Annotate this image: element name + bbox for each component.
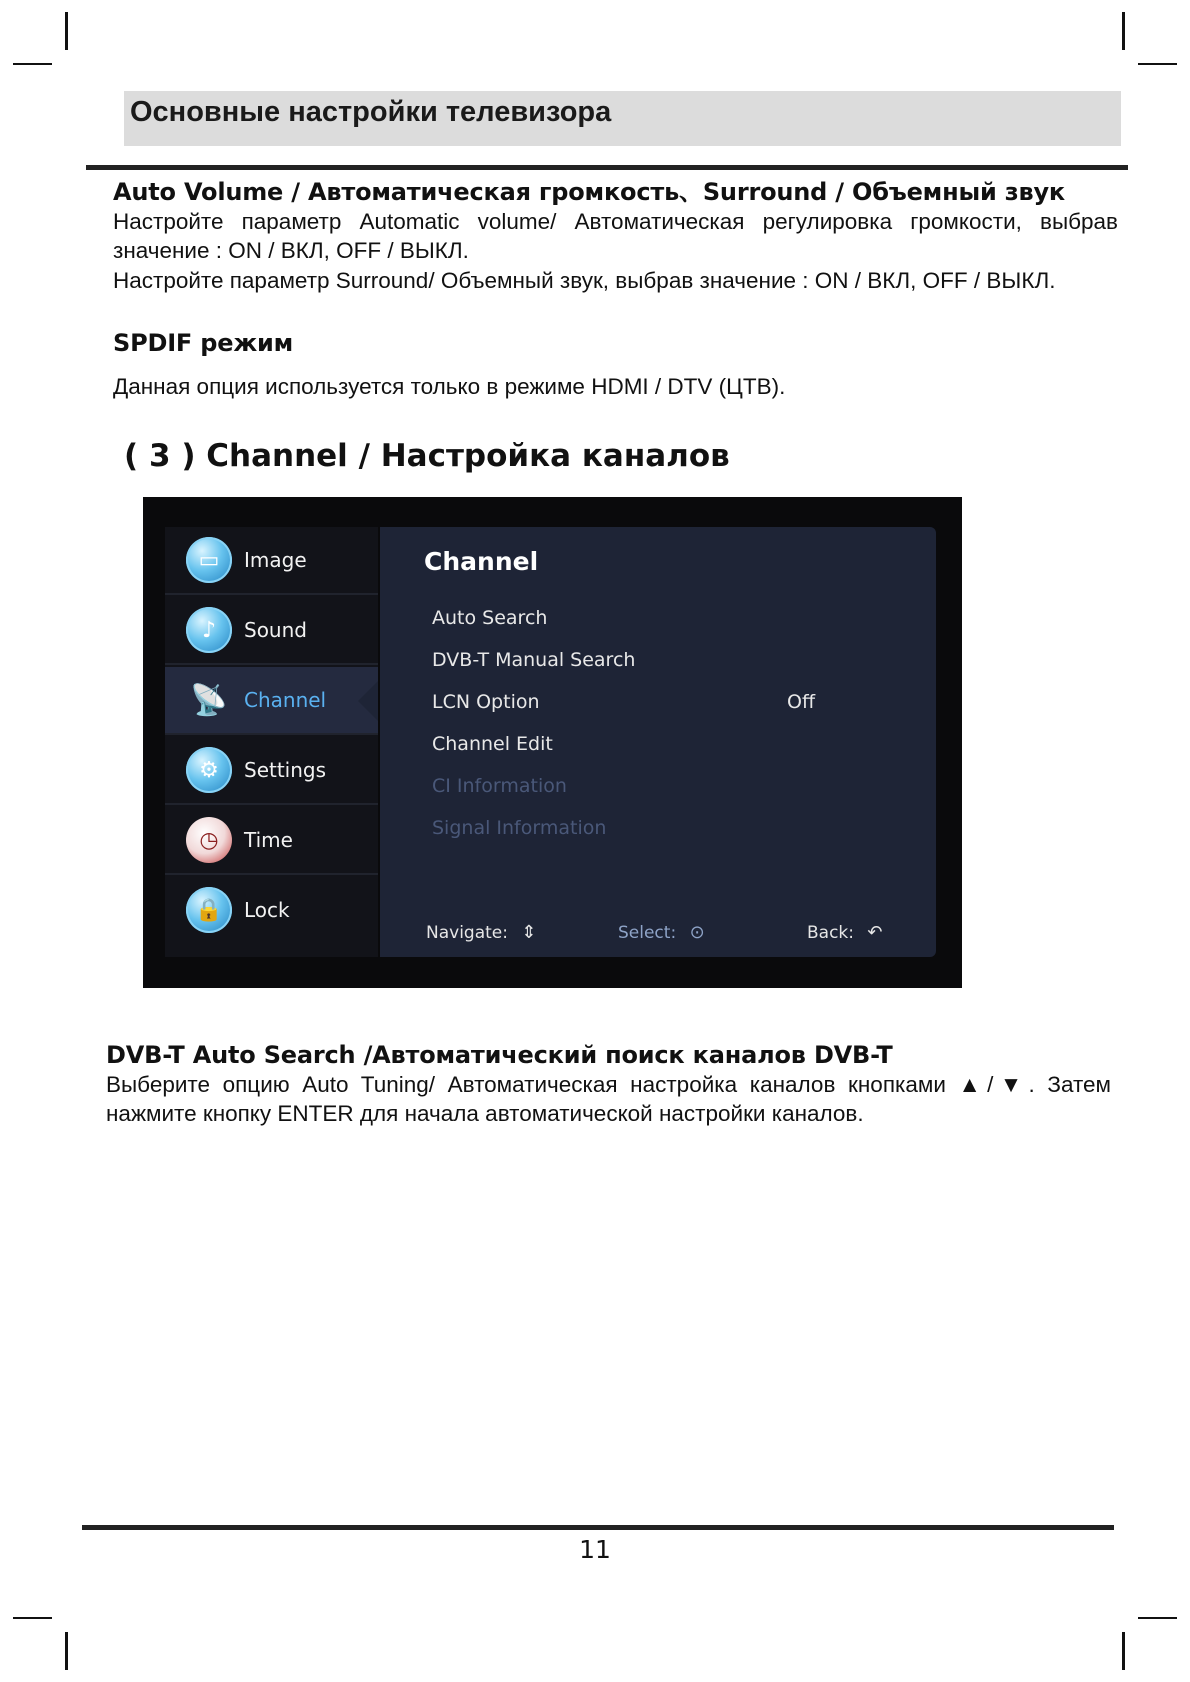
spdif-text: Данная опция используется только в режиме HDMI / DTV (ЦТВ). [113,374,786,399]
sound-icon: ♪ [186,607,232,653]
surround-text: Настройте параметр Surround/ Объемный звук, выбрав значение : ON / ВКЛ, OFF / ВЫКЛ. [113,268,1056,293]
sidebar-item-label: Image [244,548,307,572]
option-label: CI Information [432,775,567,797]
auto-volume-section [113,177,1118,295]
crop-mark [13,1617,52,1619]
sidebar-item-label: Sound [244,618,307,642]
spdif-heading: SPDIF режим [113,329,294,357]
channel-panel [380,527,936,957]
gear-icon: ⚙ [186,747,232,793]
page-title: Основные настройки телевизора [130,96,612,128]
option-label: Signal Information [432,817,607,839]
back-arrow-icon: ↶ [867,922,883,943]
sidebar-item-label: Channel [244,688,327,712]
sidebar-item-label: Settings [244,758,327,782]
footer-back [807,922,883,943]
sidebar-item-sound[interactable] [165,597,378,665]
crop-mark [1122,1632,1125,1670]
option-signal-information [432,817,912,851]
footer-rule [82,1525,1114,1530]
footer-select [618,922,705,943]
dvbt-section [106,1040,1111,1128]
title-band [124,91,1121,146]
footer-back-label: Back: [807,923,854,943]
satellite-dish-icon: 📡 [190,682,228,718]
crop-mark [65,1632,68,1670]
sidebar-item-settings[interactable] [165,737,378,805]
option-value: Off [787,691,816,713]
option-auto-search[interactable] [432,607,912,641]
sidebar-item-lock[interactable] [165,877,378,945]
active-pointer [358,681,378,721]
crop-mark [65,12,68,50]
dvbt-text: Выберите опцию Auto Tuning/ Автоматическая настройка каналов кнопками ▲/▼. Затем нажмите кнопку ENTER для начала автоматической настройки каналов. [106,1072,1111,1126]
auto-volume-heading: Auto Volume / Автоматическая громкость、Surround / Объемный звук [113,178,1066,206]
option-lcn[interactable] [432,691,912,725]
option-ci-information [432,775,912,809]
sidebar-item-time[interactable] [165,807,378,875]
option-channel-edit[interactable] [432,733,912,767]
sidebar-item-label: Lock [244,898,290,922]
header-rule [86,165,1128,170]
crop-mark [1122,12,1125,50]
ok-button-icon: ⊙ [689,922,705,943]
lock-icon: 🔒 [186,887,232,933]
panel-title: Channel [424,547,539,576]
crop-mark [1138,1617,1177,1619]
footer-navigate-label: Navigate: [426,923,508,943]
tv-sidebar [165,527,378,957]
sidebar-item-image[interactable] [165,527,378,595]
sidebar-item-channel[interactable] [165,667,378,735]
option-label: DVB-T Manual Search [432,649,636,671]
crop-mark [1138,63,1177,65]
footer-select-label: Select: [618,923,677,943]
tv-menu-screenshot [143,497,962,988]
option-manual-search[interactable] [432,649,912,683]
clock-icon: ◷ [186,817,232,863]
option-label: Channel Edit [432,733,553,755]
option-label: Auto Search [432,607,548,629]
dvbt-heading: DVB-T Auto Search /Автоматический поиск каналов DVB-T [106,1041,893,1069]
page-number: 11 [579,1535,611,1564]
channel-heading: ( 3 ) Channel / Настройка каналов [124,438,730,474]
image-icon: ▭ [186,537,232,583]
spdif-section [113,328,1118,401]
sidebar-item-label: Time [244,828,293,852]
option-label: LCN Option [432,691,540,713]
navigate-arrows-icon: ⇕ [521,922,537,943]
crop-mark [13,63,52,65]
auto-volume-text: Настройте параметр Automatic volume/ Автоматическая регулировка громкости, выбрав значение : ON / ВКЛ, OFF / ВЫКЛ. [113,209,1118,263]
footer-navigate [426,922,536,943]
